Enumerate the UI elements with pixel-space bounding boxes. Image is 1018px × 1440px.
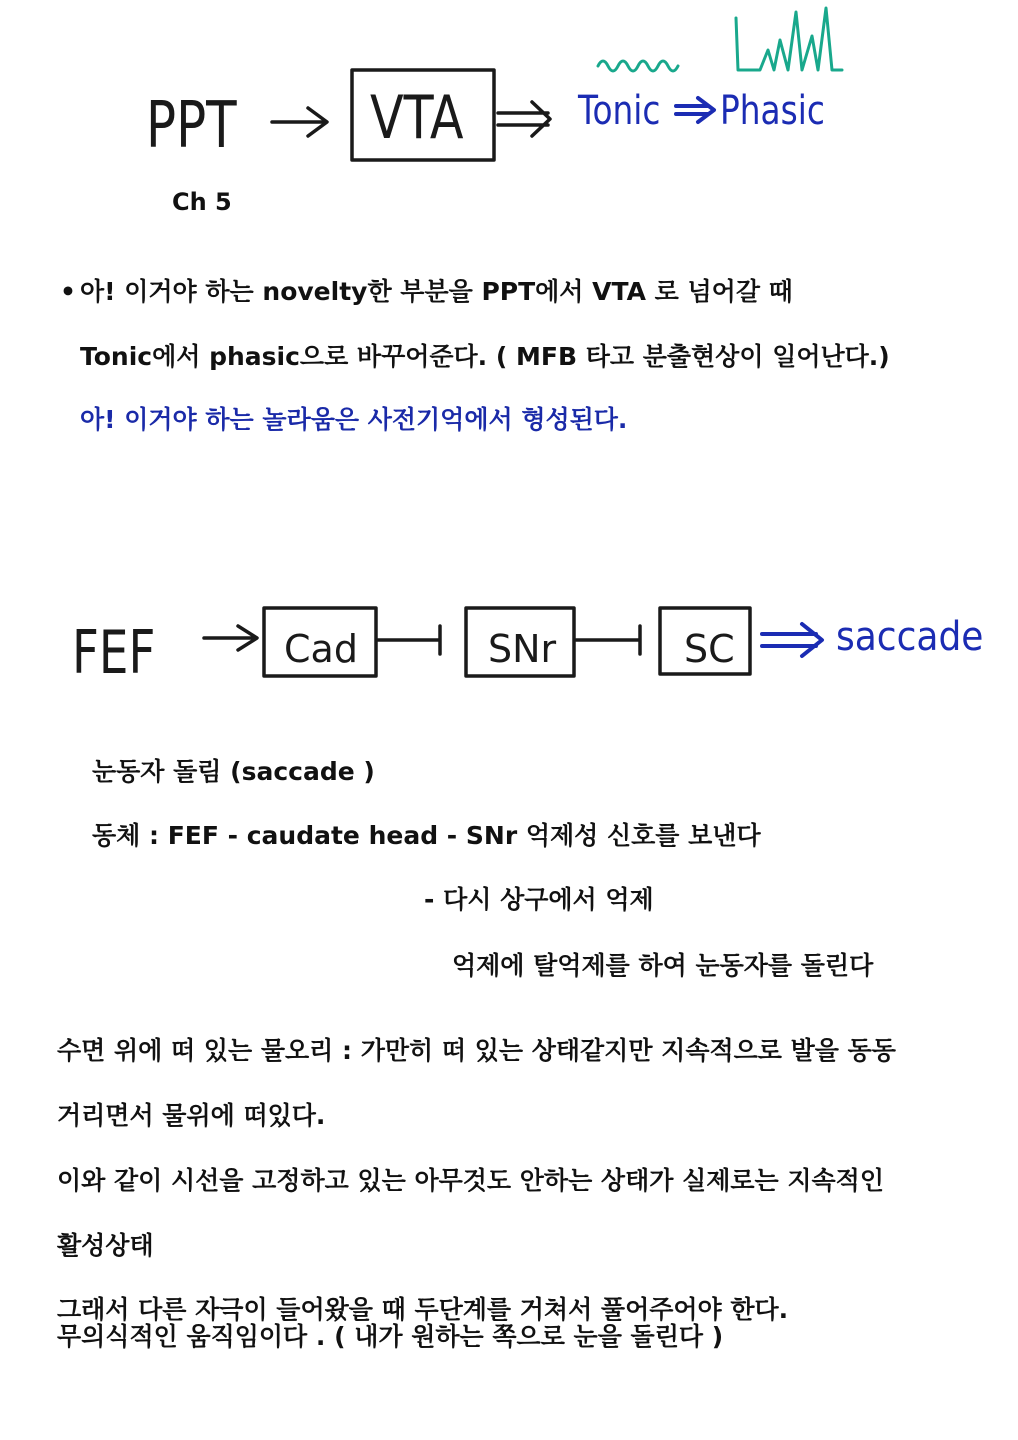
- inhibit-snr-to-sc: [576, 626, 640, 654]
- section2-line2: 동체 : FEF - caudate head - SNr 억제성 신호를 보낸다: [92, 821, 761, 850]
- section2-line3: - 다시 상구에서 억제: [424, 885, 654, 914]
- arrow-tonic-to-phasic: [676, 98, 714, 122]
- snr-label: SNr: [488, 627, 557, 671]
- cad-label: Cad: [284, 627, 358, 671]
- sc-label: SC: [684, 627, 735, 671]
- phasic-label: Phasic: [720, 86, 825, 134]
- chapter-caption: Ch 5: [172, 188, 232, 216]
- section2-line4: 억제에 탈억제를 하여 눈동자를 돌린다: [452, 951, 874, 980]
- section3-line3: 이와 같이 시선을 고정하고 있는 아무것도 안하는 상태가 실제로는 지속적인: [57, 1166, 884, 1195]
- tonic-label: Tonic: [578, 86, 661, 134]
- saccade-output: [762, 613, 983, 659]
- arrow-fef-to-cad: [204, 626, 257, 650]
- diagram-fef-saccade: [72, 608, 750, 687]
- section3-line5: 그래서 다른 자극이 들어왔을 때 두단계를 거쳐서 풀어주어야 한다.: [57, 1295, 789, 1324]
- section1-line3-highlight: 아! 이거야 하는 놀라움은 사전기억에서 형성된다.: [80, 405, 628, 434]
- arrow-sc-to-saccade: [762, 624, 822, 656]
- section3-line2: 거리면서 물위에 떠있다.: [57, 1101, 326, 1130]
- saccade-label: saccade: [836, 613, 984, 660]
- tonic-phasic: [577, 8, 842, 134]
- section3-line1: 수면 위에 떠 있는 물오리 : 가만히 떠 있는 상태같지만 지속적으로 발을 동동: [57, 1036, 896, 1065]
- inhibit-cad-to-snr: [378, 626, 440, 654]
- fef-label: FEF: [72, 617, 156, 688]
- section2-line1: 눈동자 돌림 (saccade ): [92, 757, 375, 786]
- section3-line4: 활성상태: [57, 1231, 154, 1260]
- arrow-ppt-to-vta: [272, 108, 327, 136]
- ppt-label: PPT: [146, 87, 237, 163]
- section1-line1: • 아! 이거야 하는 novelty한 부분을 PPT에서 VTA 로 넘어갈 때: [80, 279, 793, 304]
- double-arrow-vta: [498, 102, 550, 136]
- vta-label: VTA: [370, 82, 464, 153]
- section3-line6: 무의식적인 움직임이다 . ( 내가 원하는 쪽으로 눈을 돌린다 ): [57, 1322, 724, 1351]
- section1-line2: Tonic에서 phasic으로 바꾸어준다. ( MFB 타고 분출현상이 일어난다.): [80, 342, 890, 371]
- tonic-wave-icon: [598, 61, 678, 71]
- phasic-burst-icon: [736, 8, 842, 70]
- diagram-ppt-vta: [146, 70, 550, 163]
